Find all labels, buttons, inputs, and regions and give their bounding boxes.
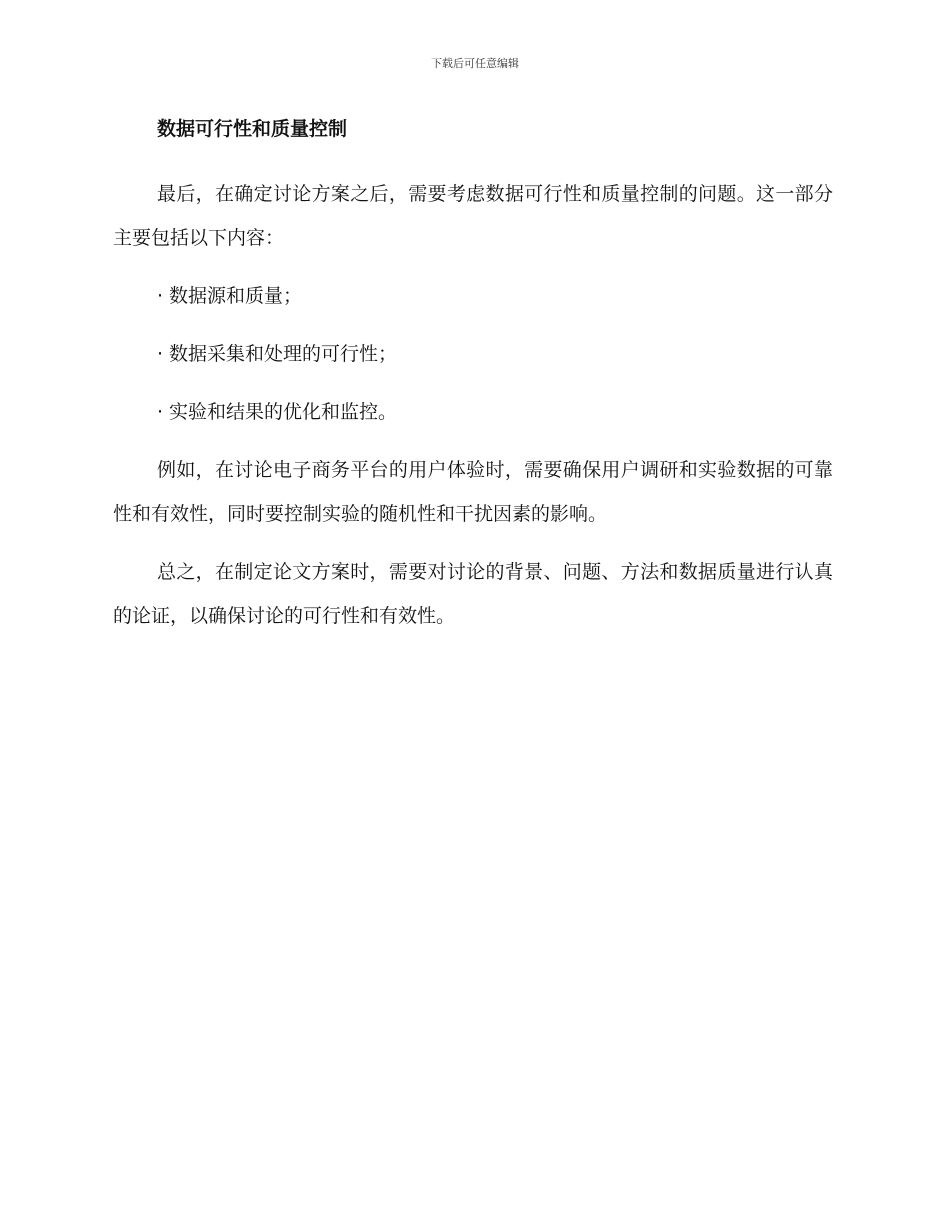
conclusion-paragraph: 总之，在制定论文方案时，需要对讨论的背景、问题、方法和数据质量进行认真的论证，以确保讨论的可行性和有效性。 bbox=[113, 561, 833, 627]
bullet-text: 实验和结果的优化和监控。 bbox=[169, 401, 398, 423]
bullet-dot: · bbox=[157, 343, 164, 365]
bullet-item bbox=[157, 390, 833, 434]
bullet-text: 数据采集和处理的可行性； bbox=[169, 343, 398, 365]
bullet-item bbox=[157, 332, 833, 376]
page-header: 下载后可任意编辑 bbox=[431, 57, 519, 70]
bullet-dot: · bbox=[157, 285, 164, 307]
section-heading: 数据可行性和质量控制 bbox=[157, 118, 348, 140]
bullet-text: 数据源和质量； bbox=[169, 285, 303, 307]
example-paragraph: 例如，在讨论电子商务平台的用户体验时，需要确保用户调研和实验数据的可靠性和有效性，同时要控制实验的随机性和干扰因素的影响。 bbox=[113, 459, 833, 525]
bullet-dot: · bbox=[157, 401, 164, 423]
document-body bbox=[113, 113, 833, 652]
bullet-item bbox=[157, 274, 833, 318]
intro-paragraph: 最后，在确定讨论方案之后，需要考虑数据可行性和质量控制的问题。这一部分主要包括以下内容： bbox=[113, 183, 833, 249]
